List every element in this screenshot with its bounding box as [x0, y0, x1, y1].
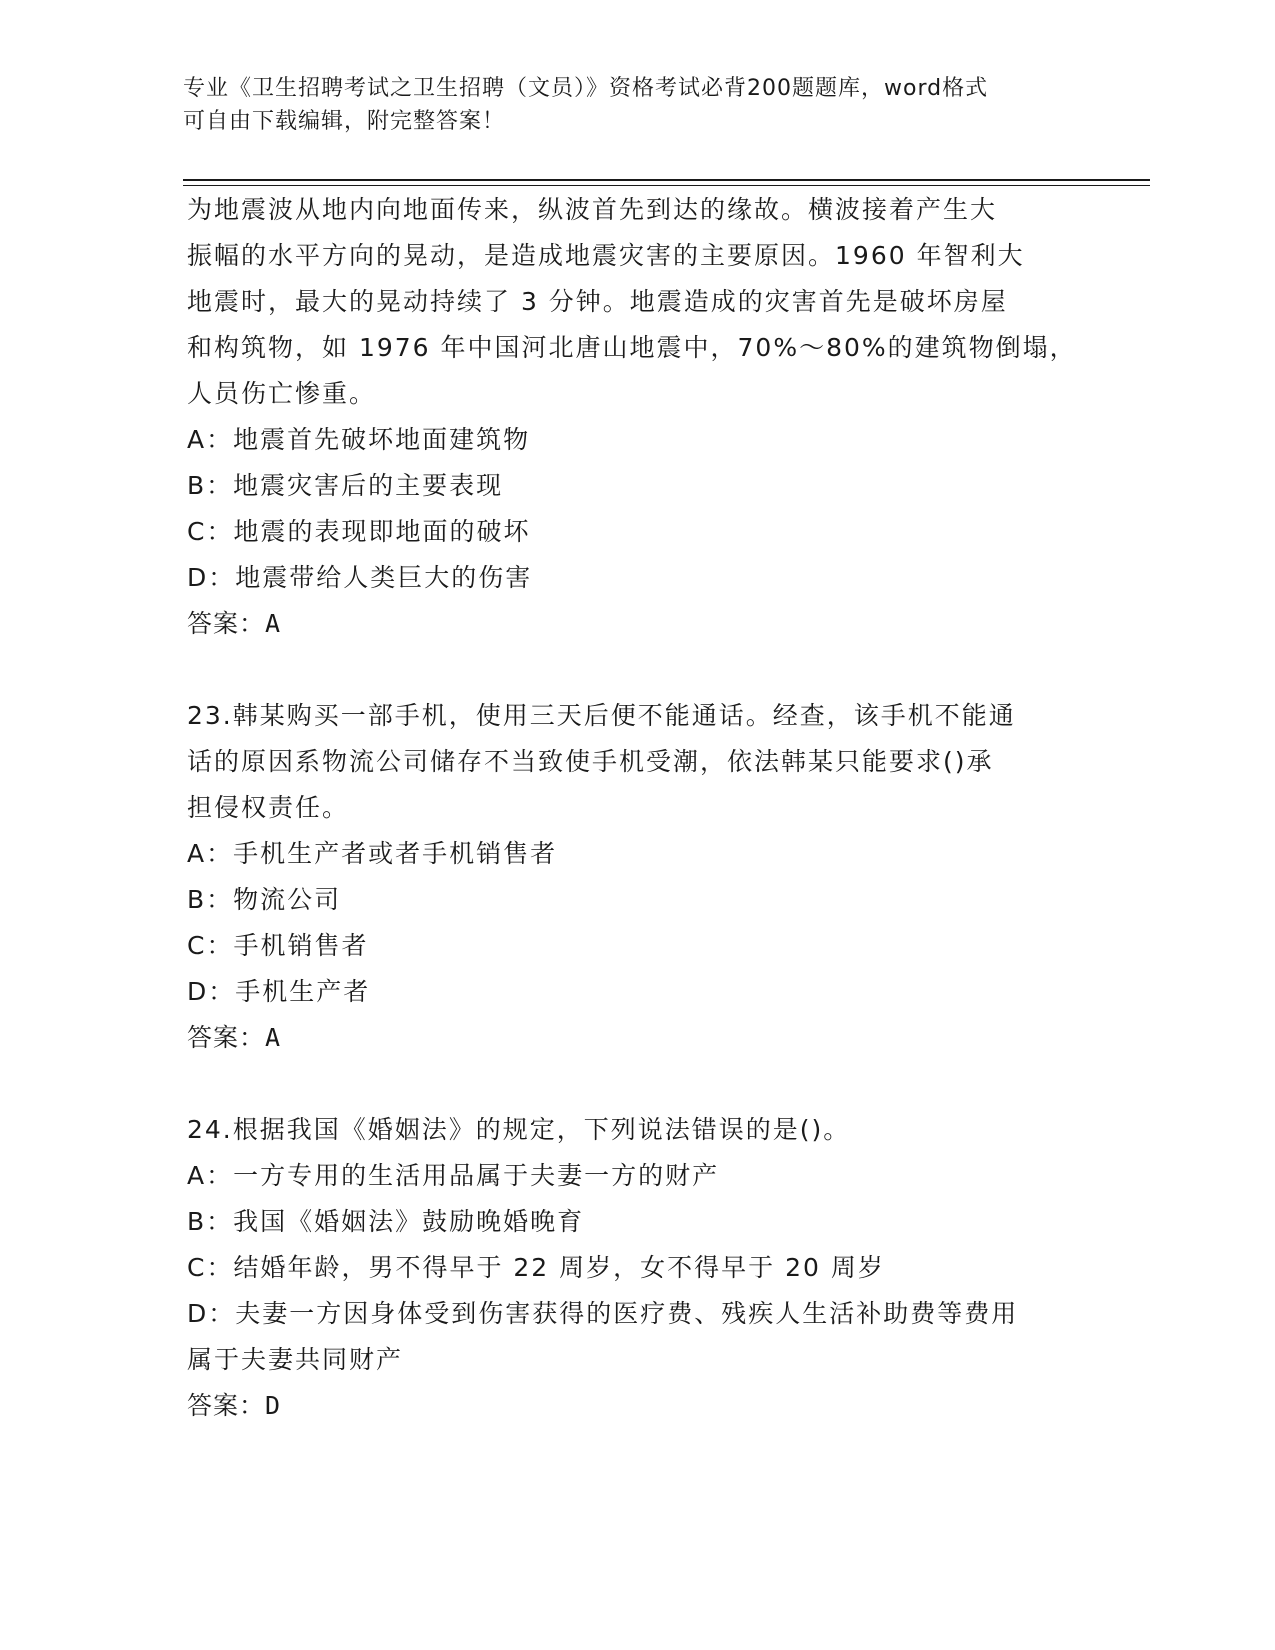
option-d: D：夫妻一方因身体受到伤害获得的医疗费、残疾人生活补助费等费用 — [187, 1299, 1019, 1328]
option-d: D：地震带给人类巨大的伤害 — [187, 563, 533, 592]
question-text-line: 23.韩某购买一部手机，使用三天后便不能通话。经查，该手机不能通 — [187, 701, 1016, 730]
header-rule-thick — [183, 179, 1150, 181]
option-d: D：手机生产者 — [187, 977, 371, 1006]
option-d-continuation: 属于夫妻共同财产 — [187, 1345, 404, 1374]
answer-line: 答案：D — [187, 1391, 282, 1420]
option-c: C：手机销售者 — [187, 931, 369, 960]
document-header — [183, 72, 1083, 138]
option-b: B：物流公司 — [187, 885, 342, 914]
option-a: A：一方专用的生活用品属于夫妻一方的财产 — [187, 1161, 720, 1190]
option-a: A：地震首先破坏地面建筑物 — [187, 425, 531, 454]
question-spacer — [187, 1061, 1087, 1107]
option-c: C：地震的表现即地面的破坏 — [187, 517, 531, 546]
question-block-24 — [187, 1107, 1087, 1429]
question-spacer — [187, 647, 1087, 693]
option-b: B：我国《婚姻法》鼓励晚婚晚育 — [187, 1207, 585, 1236]
option-a: A：手机生产者或者手机销售者 — [187, 839, 558, 868]
header-rule-thin — [183, 185, 1150, 186]
question-text-line: 话的原因系物流公司储存不当致使手机受潮，依法韩某只能要求()承 — [187, 747, 994, 776]
answer-line: 答案：A — [187, 609, 282, 638]
header-line-2: 可自由下载编辑，附完整答案！ — [183, 109, 506, 134]
question-text-line: 担侵权责任。 — [187, 793, 350, 822]
question-text-line: 为地震波从地内向地面传来，纵波首先到达的缘故。横波接着产生大 — [187, 195, 998, 224]
question-text-line: 24.根据我国《婚姻法》的规定，下列说法错误的是()。 — [187, 1115, 851, 1144]
question-text-line: 地震时，最大的晃动持续了 3 分钟。地震造成的灾害首先是破坏房屋 — [187, 287, 1008, 316]
header-line-1: 专业《卫生招聘考试之卫生招聘（文员）》资格考试必背200题题库，word格式 — [183, 76, 989, 101]
answer-line: 答案：A — [187, 1023, 282, 1052]
document-body — [187, 187, 1087, 1429]
question-text-line: 人员伤亡惨重。 — [187, 379, 377, 408]
question-text-line: 和构筑物，如 1976 年中国河北唐山地震中，70%～80%的建筑物倒塌， — [187, 333, 1077, 362]
option-c: C：结婚年龄，男不得早于 22 周岁，女不得早于 20 周岁 — [187, 1253, 885, 1282]
question-text-line: 振幅的水平方向的晃动，是造成地震灾害的主要原因。1960 年智利大 — [187, 241, 1025, 270]
question-block-23 — [187, 693, 1087, 1061]
option-b: B：地震灾害后的主要表现 — [187, 471, 504, 500]
question-block-prev — [187, 187, 1087, 647]
